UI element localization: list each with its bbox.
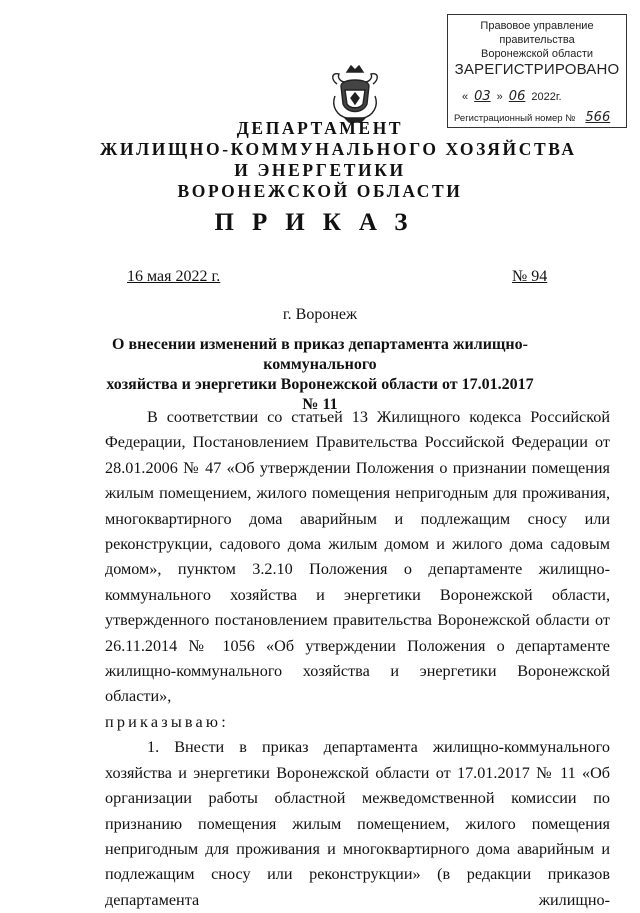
- stamp-org-line: Воронежской области: [480, 48, 593, 60]
- order-body: [105, 405, 610, 913]
- preamble-paragraph: В соответствии со статьей 13 Жилищного кодекса Российской Федерации, Постановлением Правительства Российской Федерации от 28.01.2006 № 47 «Об утверждении Положения о признании помещения жилым помещением, жилого помещения непригодным для проживания, многоквартирного дома аварийным и подлежащим сносу или реконструкции, садового дома жилым домом и жилого дома садовым домом», пунктом 3.2.10 Положения о департаменте жилищно-коммунального хозяйства и энергетики Воронежской области, утвержденного постановлением правительства Воронежской области от 26.11.2014 № 1056 «Об утверждении Положения о департаменте жилищно-коммунального хозяйства и энергетики Воронежской области»,: [105, 408, 610, 706]
- order-date: [127, 268, 220, 286]
- order-subject: [100, 335, 540, 415]
- order-number: № 94: [512, 268, 548, 285]
- order-directive-word: приказываю:: [105, 712, 229, 731]
- order-subject-line: хозяйства и энергетики Воронежской области от 17.01.2017 № 11: [106, 376, 534, 413]
- order-city: г. Воронеж: [282, 306, 358, 323]
- department-name-line: ДЕПАРТАМЕНТ: [236, 118, 404, 138]
- stamp-date: [462, 89, 562, 104]
- coat-of-arms-icon: [327, 62, 383, 124]
- stamp-org-line: Правовое управление правительства: [480, 20, 594, 46]
- clause-1-paragraph: 1. Внести в приказ департамента жилищно-коммунального хозяйства и энергетики Воронежской области от 17.01.2017 № 11 «Об организации работы областной межведомственной комиссии по признанию помещения жилым помещением, жилого помещения непригодным для проживания и многоквартирного дома аварийным и подлежащим сносу или реконструкции» (в редакции приказов департамента жилищно-: [105, 738, 610, 909]
- stamp-date-close-quote: »: [496, 91, 503, 103]
- stamp-reg-number-value: 566: [585, 110, 611, 125]
- department-name-line: ВОРОНЕЖСКОЙ ОБЛАСТИ: [177, 181, 463, 201]
- registration-stamp: [447, 14, 627, 128]
- stamp-reg-number-label: Регистрационный номер №: [454, 113, 576, 124]
- stamp-date-day: 03: [474, 89, 491, 104]
- document-type-title: ПРИКАЗ: [214, 209, 426, 236]
- stamp-date-year: 2022г.: [531, 91, 562, 103]
- order-subject-line: О внесении изменений в приказ департамента жилищно-коммунального: [112, 336, 528, 373]
- department-name-line: ЖИЛИЩНО-КОММУНАЛЬНОГО ХОЗЯЙСТВА: [100, 139, 577, 159]
- stamp-registered-label: ЗАРЕГИСТРИРОВАНО: [454, 61, 620, 78]
- order-date-text: 16 мая 2022 г.: [127, 268, 221, 285]
- stamp-date-month: 06: [508, 89, 526, 104]
- department-name-line: И ЭНЕРГЕТИКИ: [234, 160, 406, 180]
- stamp-date-open-quote: «: [462, 91, 469, 103]
- stamp-organization: [448, 19, 626, 61]
